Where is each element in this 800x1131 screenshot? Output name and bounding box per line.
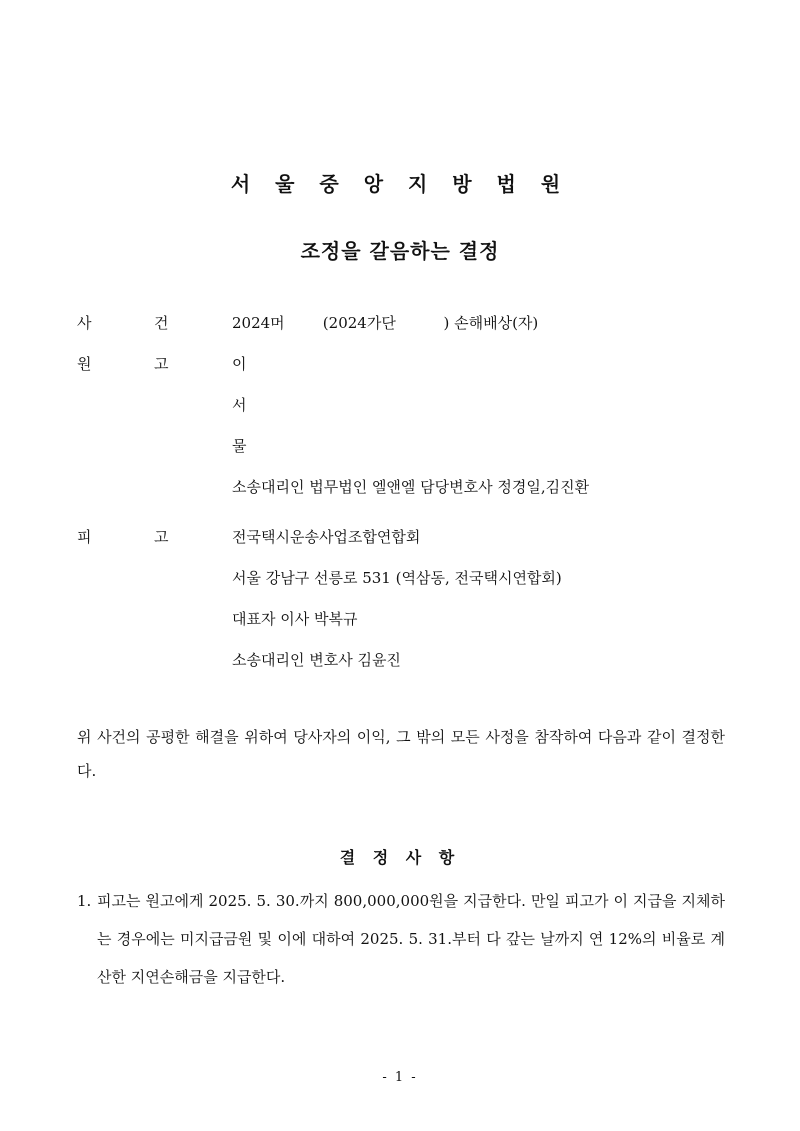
defendant-representative: 대표자 이사 박복규 — [232, 610, 358, 628]
plaintiff-row — [77, 354, 737, 395]
plaintiff-row — [77, 477, 737, 518]
plaintiff-row — [77, 395, 737, 436]
intro-paragraph: 위 사건의 공평한 해결을 위하여 당사자의 이익, 그 밖의 모든 사정을 참작하여 다음과 같이 결정한다. — [77, 728, 725, 780]
plaintiff-name-1: 이 — [232, 355, 247, 373]
plaintiff-counsel: 소송대리인 법무법인 엘앤엘 담당변호사 정경일,김진환 — [232, 478, 590, 496]
case-label: 사 건 — [77, 314, 169, 332]
defendant-row — [77, 527, 737, 568]
defendant-row — [77, 650, 737, 691]
defendant-name: 전국택시운송사업조합연합회 — [232, 528, 421, 546]
case-number: 2024머 (2024가단 ) 손해배상(자) — [232, 314, 539, 332]
decision-items — [77, 882, 725, 996]
court-name: 서 울 중 앙 지 방 법 원 — [230, 172, 570, 196]
decision-title: 결 정 사 항 — [339, 848, 461, 867]
plaintiff-name-2: 서 — [232, 396, 247, 414]
plaintiff-label: 원 고 — [77, 355, 169, 373]
defendant-row — [77, 609, 737, 650]
party-block — [77, 313, 737, 691]
item-number: 1. — [77, 892, 92, 910]
document-title: 조정을 갈음하는 결정 — [300, 239, 500, 263]
plaintiff-name-3: 물 — [232, 437, 247, 455]
defendant-address: 서울 강남구 선릉로 531 (역삼동, 전국택시연합회) — [232, 569, 562, 587]
defendant-label: 피 고 — [77, 528, 169, 546]
defendant-row — [77, 568, 737, 609]
page-number: - 1 - — [382, 1070, 418, 1085]
defendant-counsel: 소송대리인 변호사 김윤진 — [232, 651, 401, 669]
plaintiff-row — [77, 436, 737, 477]
decision-item — [77, 882, 725, 996]
item-text: 피고는 원고에게 2025. 5. 30.까지 800,000,000원을 지급한다. 만일 피고가 이 지급을 지체하는 경우에는 미지급금원 및 이에 대하여 2025. 5. 31.부터 다 갚는 날까지 연 12%의 비율로 계산한 지연손해금을 지급한다. — [97, 892, 725, 986]
case-row — [77, 313, 737, 354]
